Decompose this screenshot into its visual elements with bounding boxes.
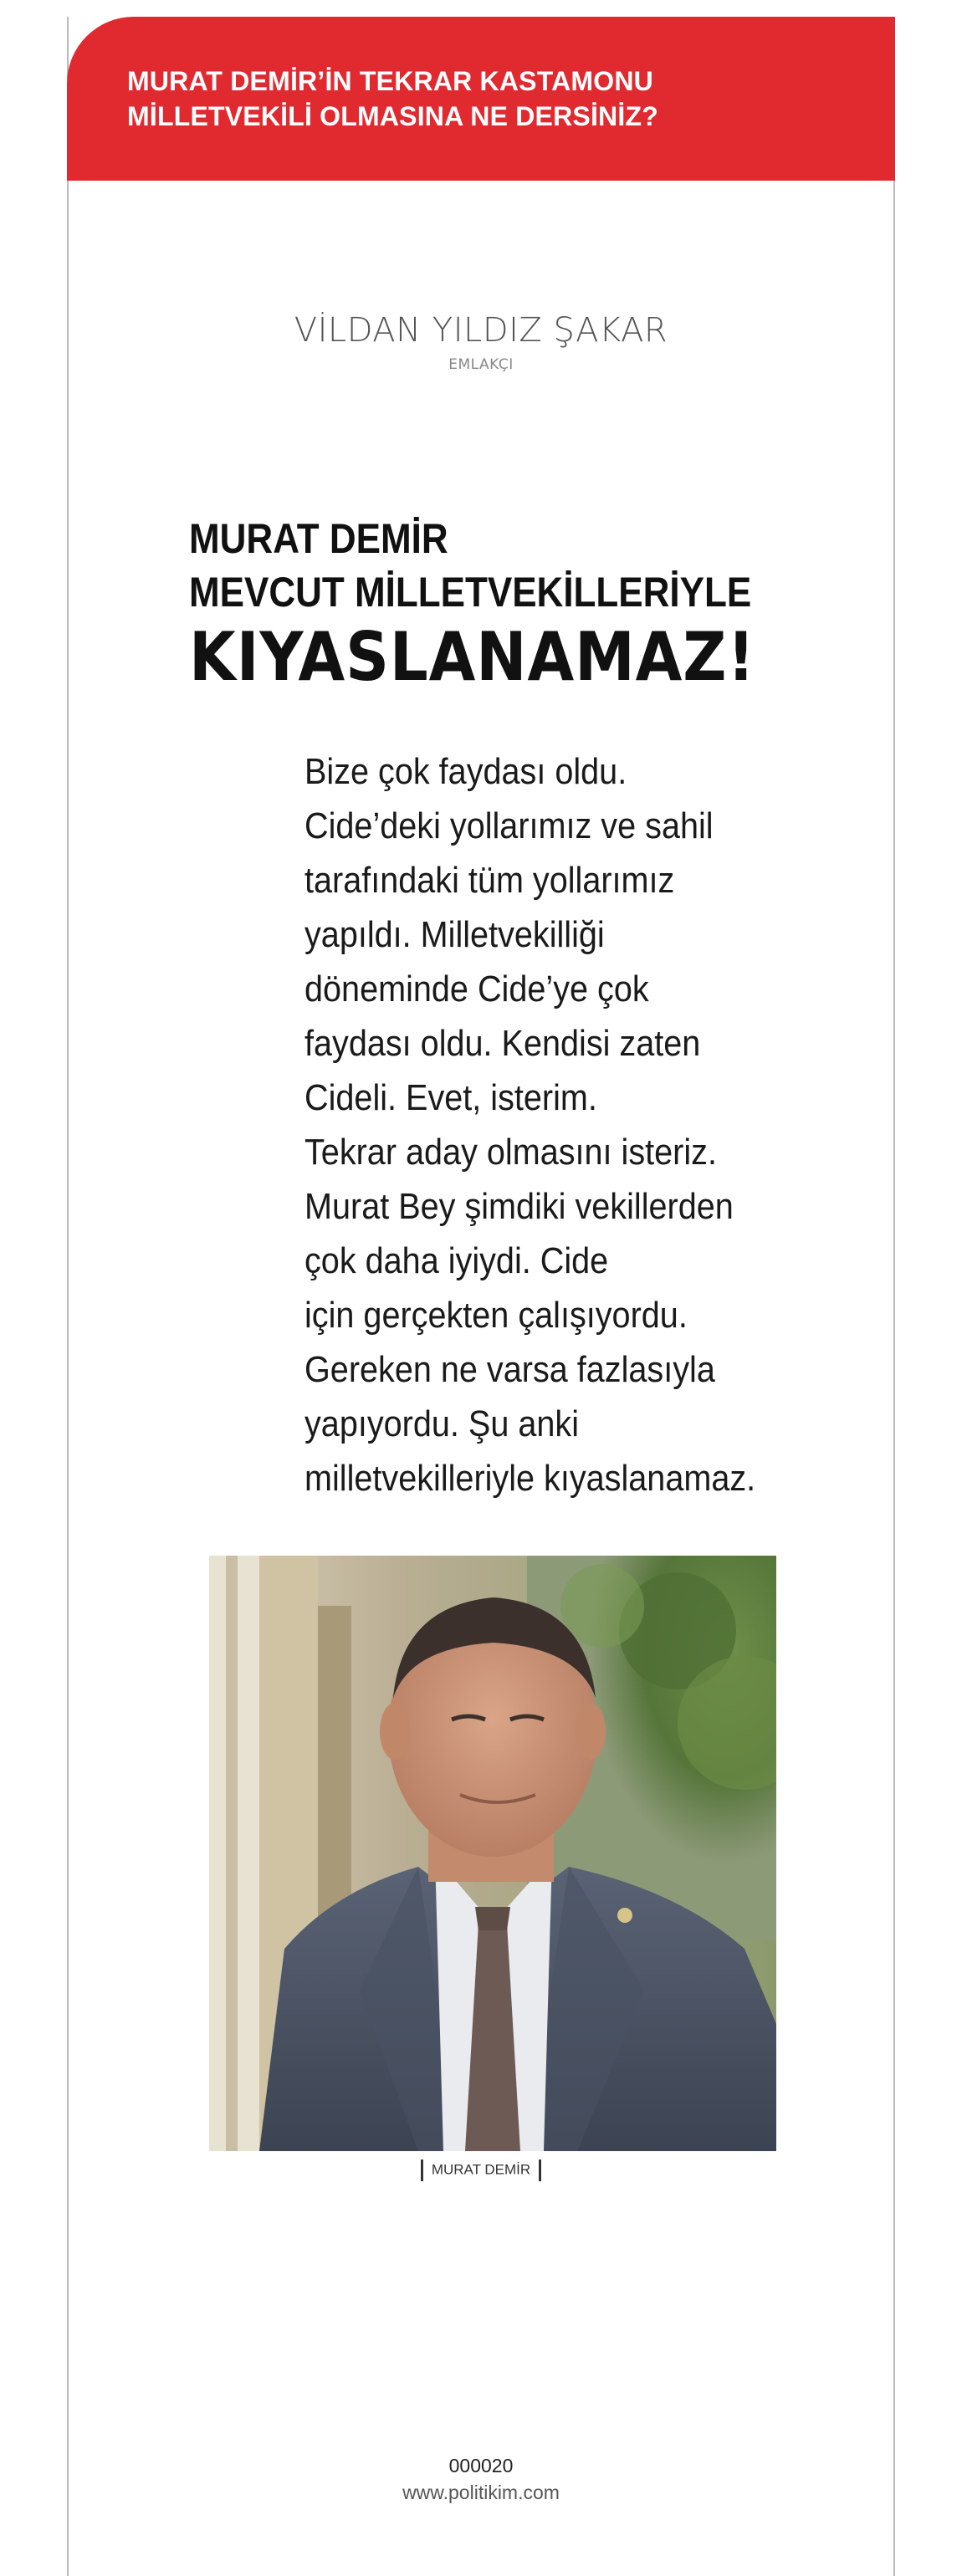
author-occupation: EMLAKÇI [448,356,514,373]
caption-left-bar [421,2159,423,2181]
website-link[interactable]: www.politikim.com [402,2481,560,2503]
photo-caption [67,2158,895,2182]
header-banner [67,17,895,181]
portrait-illustration [209,1556,776,2151]
author-name: VİLDAN YILDIZ ŞAKAR [294,311,668,350]
footer [67,2452,895,2506]
headline [189,512,825,696]
page-number: 000020 [448,2455,514,2476]
quote-line: yapıldı. Milletvekilliği [304,914,605,955]
quote-line: çok daha iyiydi. Cide [304,1240,609,1281]
caption-text: MURAT DEMİR [431,2161,531,2178]
quote-line: faydası oldu. Kendisi zaten [304,1023,701,1064]
quote-line: Tekrar aday olmasını isteriz. [304,1132,717,1173]
portrait-photo [209,1556,776,2151]
header-title-line-1: MURAT DEMİR’İN TEKRAR KASTAMONU [127,66,653,96]
headline-line-1: MURAT DEMİR [189,515,448,562]
header-title [127,64,895,134]
quote-line: tarafındaki tüm yollarımız [304,860,675,901]
quote-line: için gerçekten çalışıyordu. [304,1295,688,1336]
quote-line: Murat Bey şimdiki vekillerden [304,1186,734,1227]
quote-line: Bize çok faydası oldu. [304,751,627,792]
quote-line: yapıyordu. Şu anki [304,1403,580,1444]
quote-line: milletvekilleriyle kıyaslanamaz. [304,1458,756,1499]
headline-line-3: KIYASLANAMAZ! [189,618,756,696]
header-title-line-2: MİLLETVEKİLİ OLMASINA NE DERSİNİZ? [127,101,658,131]
quote-line: Cideli. Evet, isterim. [304,1077,597,1118]
quote-body [304,744,773,1505]
caption-right-bar [539,2159,541,2181]
headline-line-2: MEVCUT MİLLETVEKİLLERİYLE [189,569,752,616]
quote-line: Gereken ne varsa fazlasıyla [304,1349,715,1390]
quote-line: döneminde Cide’ye çok [304,969,649,1009]
author-block [67,311,895,373]
quote-line: Cide’deki yollarımız ve sahil [304,805,714,846]
